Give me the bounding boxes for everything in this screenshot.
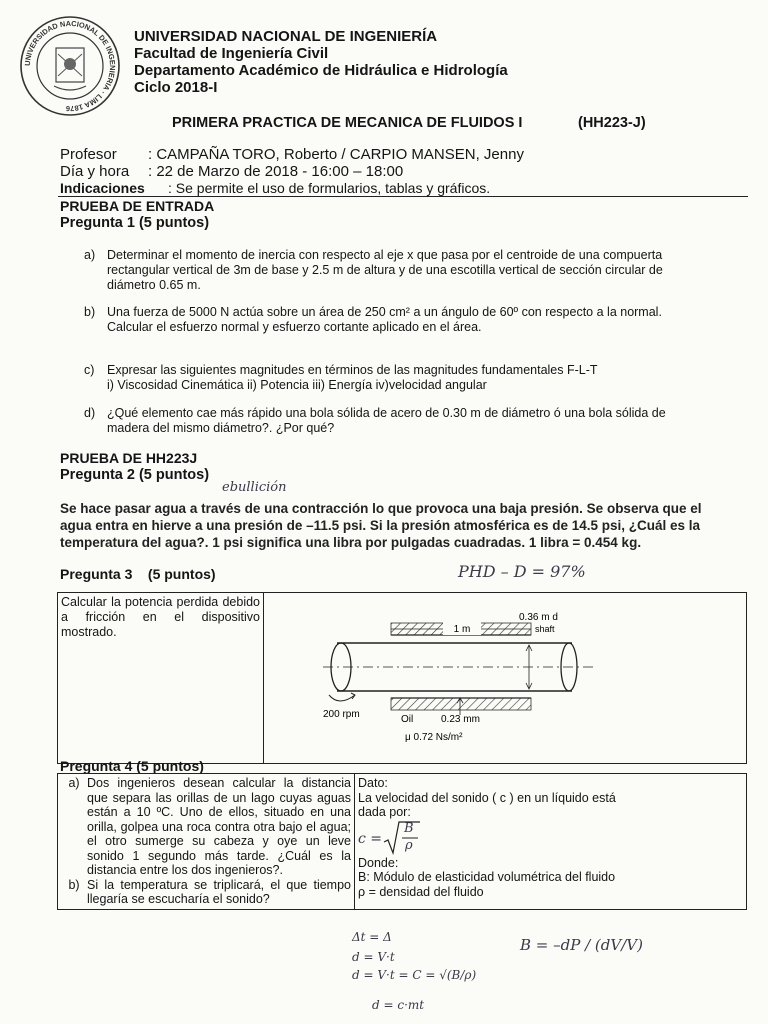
pregunta-2-text: Se hace pasar agua a través de una contracción lo que provoca una baja presión. Se observa que el agua entra en hierve a una presión de –11.5 psi. Si la presión atmosférica es de 14.5 psi, ¿Cuál es la temperatura del agua?. 1 psi significa una libra por pulgadas cuadradas. 1 libra = 0.454 kg. [60,501,702,550]
handwritten-ebullicion: ebullición [222,480,287,495]
handwritten-note-5: B = –dP / (dV/V) [520,936,643,954]
profesor-label: Profesor [60,146,117,163]
fecha-value: : 22 de Marzo de 2018 - 16:00 – 18:00 [148,163,404,180]
def-rho: ρ = densidad del fluido [358,884,484,899]
prueba-hh223j-title: PRUEBA DE HH223J [60,450,198,466]
handwritten-note-3: d = V·t [352,950,395,964]
formula-rho: ρ [405,837,413,853]
pregunta-4-table [57,773,747,910]
cycle: Ciclo 2018-I [134,79,218,96]
p4-b-text: Si la temperatura se triplicará, el que tiempo llegaría se escucharía el sonido? [87,877,351,906]
pregunta-3-text: Calcular la potencia perdida debido a fricción en el dispositivo mostrado. [58,593,264,764]
sqrt-symbol [382,820,422,856]
handwritten-note-2: Δt = Δ [352,930,392,944]
item-c-letter: c) [84,363,95,377]
pregunta-4-questions [58,774,355,910]
handwritten-note-4: d = V·t = C = √(B/ρ) [352,968,477,982]
dato-title: Dato: [358,776,388,790]
p4-a-text: Dos ingenieros desean calcular la distancia que separa las orillas de un lago cuyas aguas están a 10 ºC. Uno de ellos, situado en una orilla, golpea una roca contra otra bajo el agua; el otro sumerge su cabeza y oye un leve sonido 1 segundo más tarde. ¿Cuál es la distancia entre los dos ingenieros?. [87,776,351,877]
donde-label: Donde: [358,855,399,870]
length-label: 1 m [453,624,471,635]
handwritten-note-6: d = c·mt [372,998,425,1012]
seal-text: UNIVERSIDAD NACIONAL DE INGENIERIA · LIMA 1876 [22,18,118,114]
prueba-entrada-title: PRUEBA DE ENTRADA [60,198,215,214]
department-name: Departamento Académico de Hidráulica e Hidrología [134,62,508,79]
exam-code: (HH223-J) [578,115,646,131]
shaft-diagram [267,595,743,757]
diameter-label: 0.36 m d [519,612,558,623]
university-seal [18,14,122,118]
shaft-label: shaft [535,624,555,634]
rpm-label: 200 rpm [323,709,360,720]
sound-speed-formula: c = B ρ [358,820,743,856]
profesor-value: : CAMPAÑA TORO, Roberto / CARPIO MANSEN, Jenny [148,146,524,163]
fecha-label: Día y hora [60,163,130,180]
pregunta-3-table [57,592,747,764]
exam-title: PRIMERA PRACTICA DE MECANICA DE FLUIDOS I [172,115,523,131]
p4-a-letter: a) [68,776,80,790]
item-b-text: Una fuerza de 5000 N actúa sobre un área de 250 cm² a un ángulo de 60º con respecto a la normal. Calcular el esfuerzo normal y esfuerzo cortante aplicado en el área. [107,305,662,334]
dato-line-2: dada por: [358,805,411,819]
item-c-text: Expresar las siguientes magnitudes en términos de las magnitudes fundamentales F-L-T i) Viscosidad Cinemática ii) Potencia iii) Energía iv)velocidad angular [107,363,598,392]
pregunta-4-title: Pregunta 4 (5 puntos) [60,758,204,774]
indicaciones-value: : Se permite el uso de formularios, tablas y gráficos. [168,180,491,196]
item-d-letter: d) [84,406,96,420]
def-b: B: Módulo de elasticidad volumétrica del fluido [358,870,616,884]
viscosity-label: μ 0.72 Ns/m² [405,732,463,743]
item-b-letter: b) [84,305,96,319]
university-name: UNIVERSIDAD NACIONAL DE INGENIERÍA [134,28,438,45]
pregunta-3-figure-cell [264,593,747,764]
p4-b-letter: b) [68,877,80,892]
divider [58,196,748,197]
oil-label: Oil [401,714,414,725]
pregunta-2-title: Pregunta 2 (5 puntos) [60,467,210,483]
handwritten-note-1: PHD – D = 97% [458,562,586,581]
dato-line-1: La velocidad del sonido ( c ) en un líquido está [358,790,616,805]
pregunta-3-title: Pregunta 3 (5 puntos) [60,566,216,582]
item-a-text: Determinar el momento de inercia con respecto al eje x que pasa por el centroide de una compuerta rectangular vertical de 3m de base y 2.5 m de altura y de una escotilla vertical de sección circular de diámetro 0.65 m. [107,248,663,292]
item-a-letter: a) [84,248,96,262]
pregunta-4-dato [355,774,747,910]
pregunta-1-title: Pregunta 1 (5 puntos) [60,215,210,231]
item-d-text: ¿Qué elemento cae más rápido una bola sólida de acero de 0.30 m de diámetro ó una bola sólida de madera del mismo diámetro?. ¿Por qué? [107,406,666,435]
indicaciones-label: Indicaciones [60,180,145,196]
faculty-name: Facultad de Ingeniería Civil [134,45,329,62]
formula-b: B [404,820,414,836]
gap-label: 0.23 mm [441,714,480,725]
